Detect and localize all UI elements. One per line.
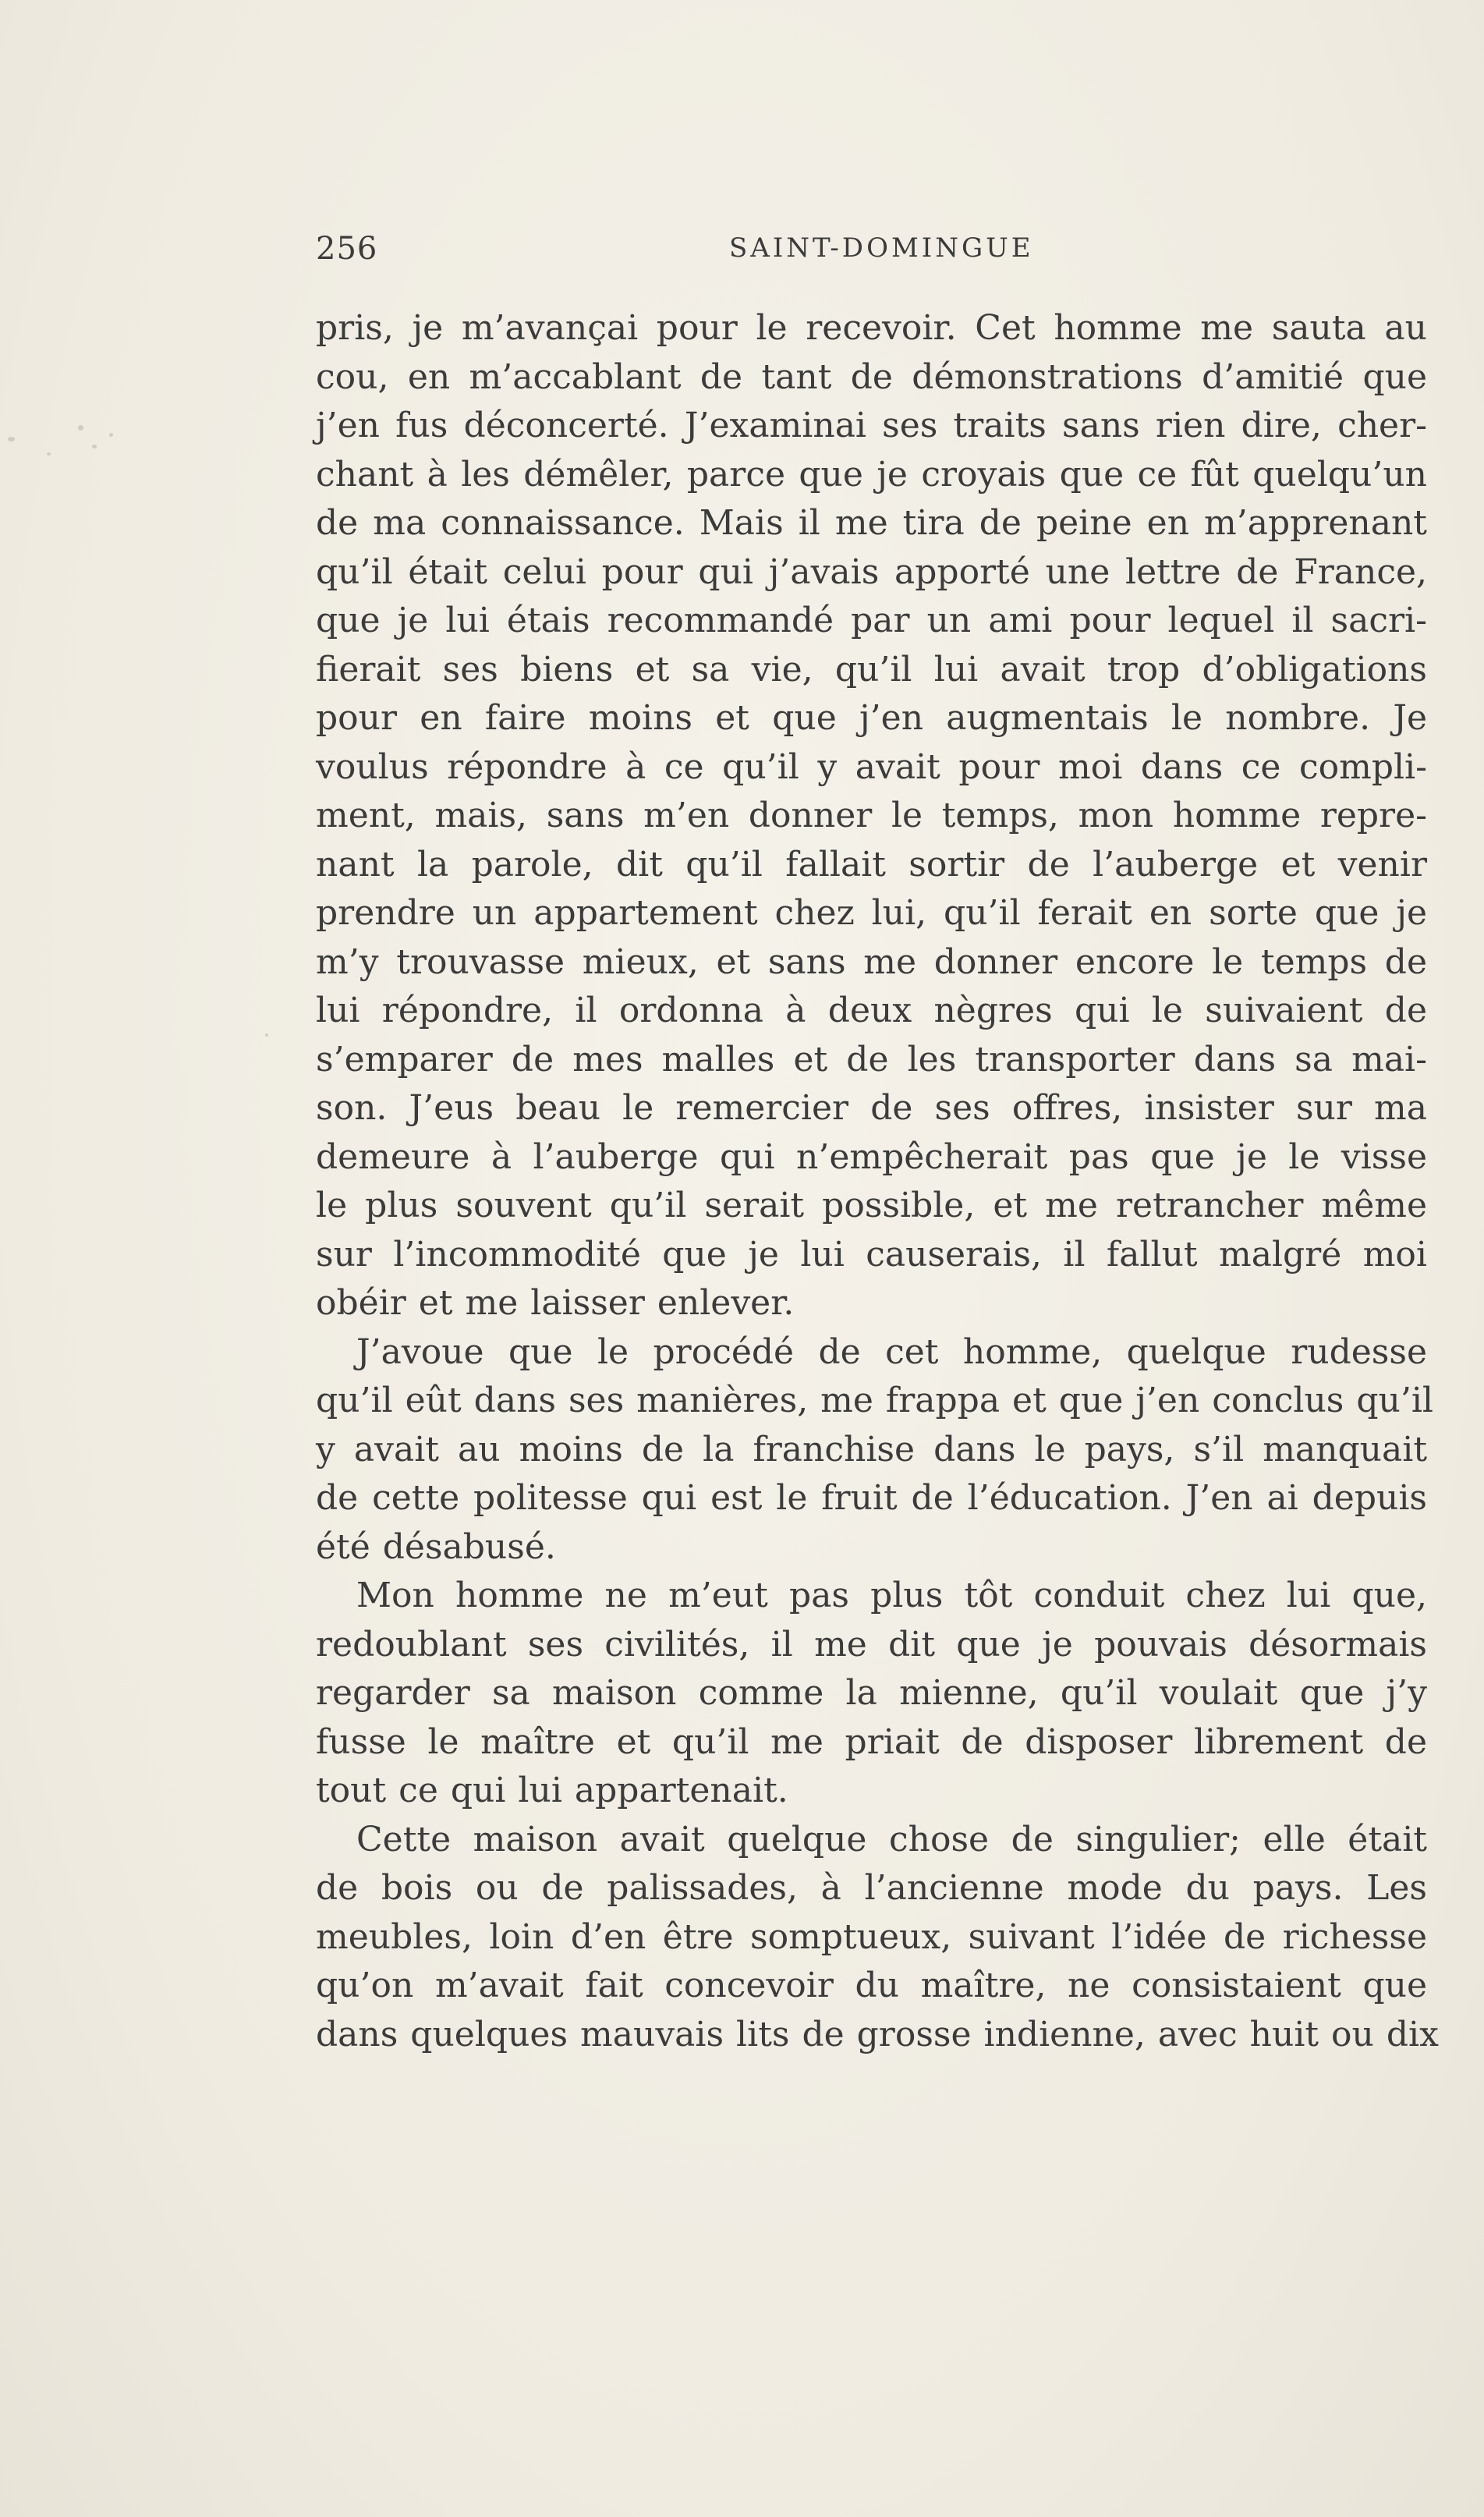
text-line: voulus répondre à ce qu’il y avait pour moi dans ce compli- — [316, 746, 1427, 787]
text-line: regarder sa maison comme la mienne, qu’il voulait que j’y — [316, 1673, 1427, 1713]
text-line: son. J’eus beau le remercier de ses offres, insister sur ma — [316, 1088, 1427, 1128]
text-line: de cette politesse qui est le fruit de l’éducation. J’en ai depuis — [316, 1478, 1427, 1518]
text-line: fusse le maître et qu’il me priait de disposer librement de — [316, 1721, 1427, 1762]
text-line: de ma connaissance. Mais il me tira de peine en m’apprenant — [316, 503, 1427, 543]
text-line: été désabusé. — [316, 1526, 556, 1567]
paper-speckle — [265, 1033, 268, 1037]
text-line: lui répondre, il ordonna à deux nègres qui le suivaient de — [316, 991, 1427, 1030]
text-line: le plus souvent qu’il serait possible, et me retrancher même — [316, 1186, 1427, 1225]
text-line: demeure à l’auberge qui n’empêcherait pas que je le visse — [316, 1136, 1427, 1177]
running-title: SAINT-DOMINGUE — [729, 232, 1034, 264]
paper-speckle — [8, 437, 15, 441]
text-line: tout ce qui lui appartenait. — [316, 1771, 788, 1810]
text-line: pour en faire moins et que j’en augmentais le nombre. Je — [316, 698, 1427, 738]
text-line: qu’on m’avait fait concevoir du maître, ne consistaient que — [316, 1966, 1427, 2005]
text-line: Mon homme ne m’eut pas plus tôt conduit chez lui que, — [356, 1576, 1427, 1615]
paper-speckle — [47, 452, 51, 456]
text-line: obéir et me laisser enlever. — [316, 1283, 795, 1323]
text-line: redoublant ses civilités, il me dit que je pouvais désormais — [316, 1624, 1427, 1664]
body-text — [316, 304, 1439, 2059]
paper-speckle — [78, 425, 83, 431]
text-line: Cette maison avait quelque chose de singulier; elle était — [356, 1819, 1427, 1859]
text-line: J’avoue que le procédé de cet homme, quelque rudesse — [356, 1331, 1427, 1372]
paper-speckle — [109, 433, 113, 437]
text-line: ment, mais, sans m’en donner le temps, mon homme repre- — [316, 796, 1427, 835]
text-line: sur l’incommodité que je lui causerais, il fallut malgré moi — [316, 1234, 1427, 1274]
text-line: nant la parole, dit qu’il fallait sortir de l’auberge et venir — [316, 844, 1427, 884]
paper-speckle — [92, 445, 97, 448]
text-line: m’y trouvasse mieux, et sans me donner encore le temps de — [316, 941, 1427, 982]
text-line: s’emparer de mes malles et de les transporter dans sa mai- — [316, 1039, 1427, 1079]
text-line: chant à les démêler, parce que je croyais que ce fût quelqu’un — [316, 454, 1427, 495]
text-line: qu’il eût dans ses manières, me frappa et que j’en conclus qu’il — [316, 1381, 1433, 1420]
page-number: 256 — [316, 231, 378, 267]
text-line: pris, je m’avançai pour le recevoir. Cet homme me sauta au — [316, 308, 1427, 348]
text-line: j’en fus déconcerté. J’examinai ses traits sans rien dire, cher- — [316, 406, 1427, 445]
text-line: dans quelques mauvais lits de grosse indienne, avec huit ou dix — [316, 2014, 1439, 2054]
page-header — [316, 231, 1427, 278]
text-line: que je lui étais recommandé par un ami pour lequel il sacri- — [316, 601, 1427, 640]
text-line: prendre un appartement chez lui, qu’il ferait en sorte que je — [316, 893, 1427, 933]
text-line: de bois ou de palissades, à l’ancienne mode du pays. Les — [316, 1868, 1427, 1908]
text-line: y avait au moins de la franchise dans le pays, s’il manquait — [316, 1429, 1427, 1469]
text-line: fierait ses biens et sa vie, qu’il lui avait trop d’obligations — [316, 649, 1427, 690]
text-line: meubles, loin d’en être somptueux, suivant l’idée de richesse — [316, 1916, 1427, 1957]
text-line: qu’il était celui pour qui j’avais apporté une lettre de France, — [316, 551, 1427, 592]
text-line: cou, en m’accablant de tant de démonstrations d’amitié que — [316, 356, 1427, 397]
